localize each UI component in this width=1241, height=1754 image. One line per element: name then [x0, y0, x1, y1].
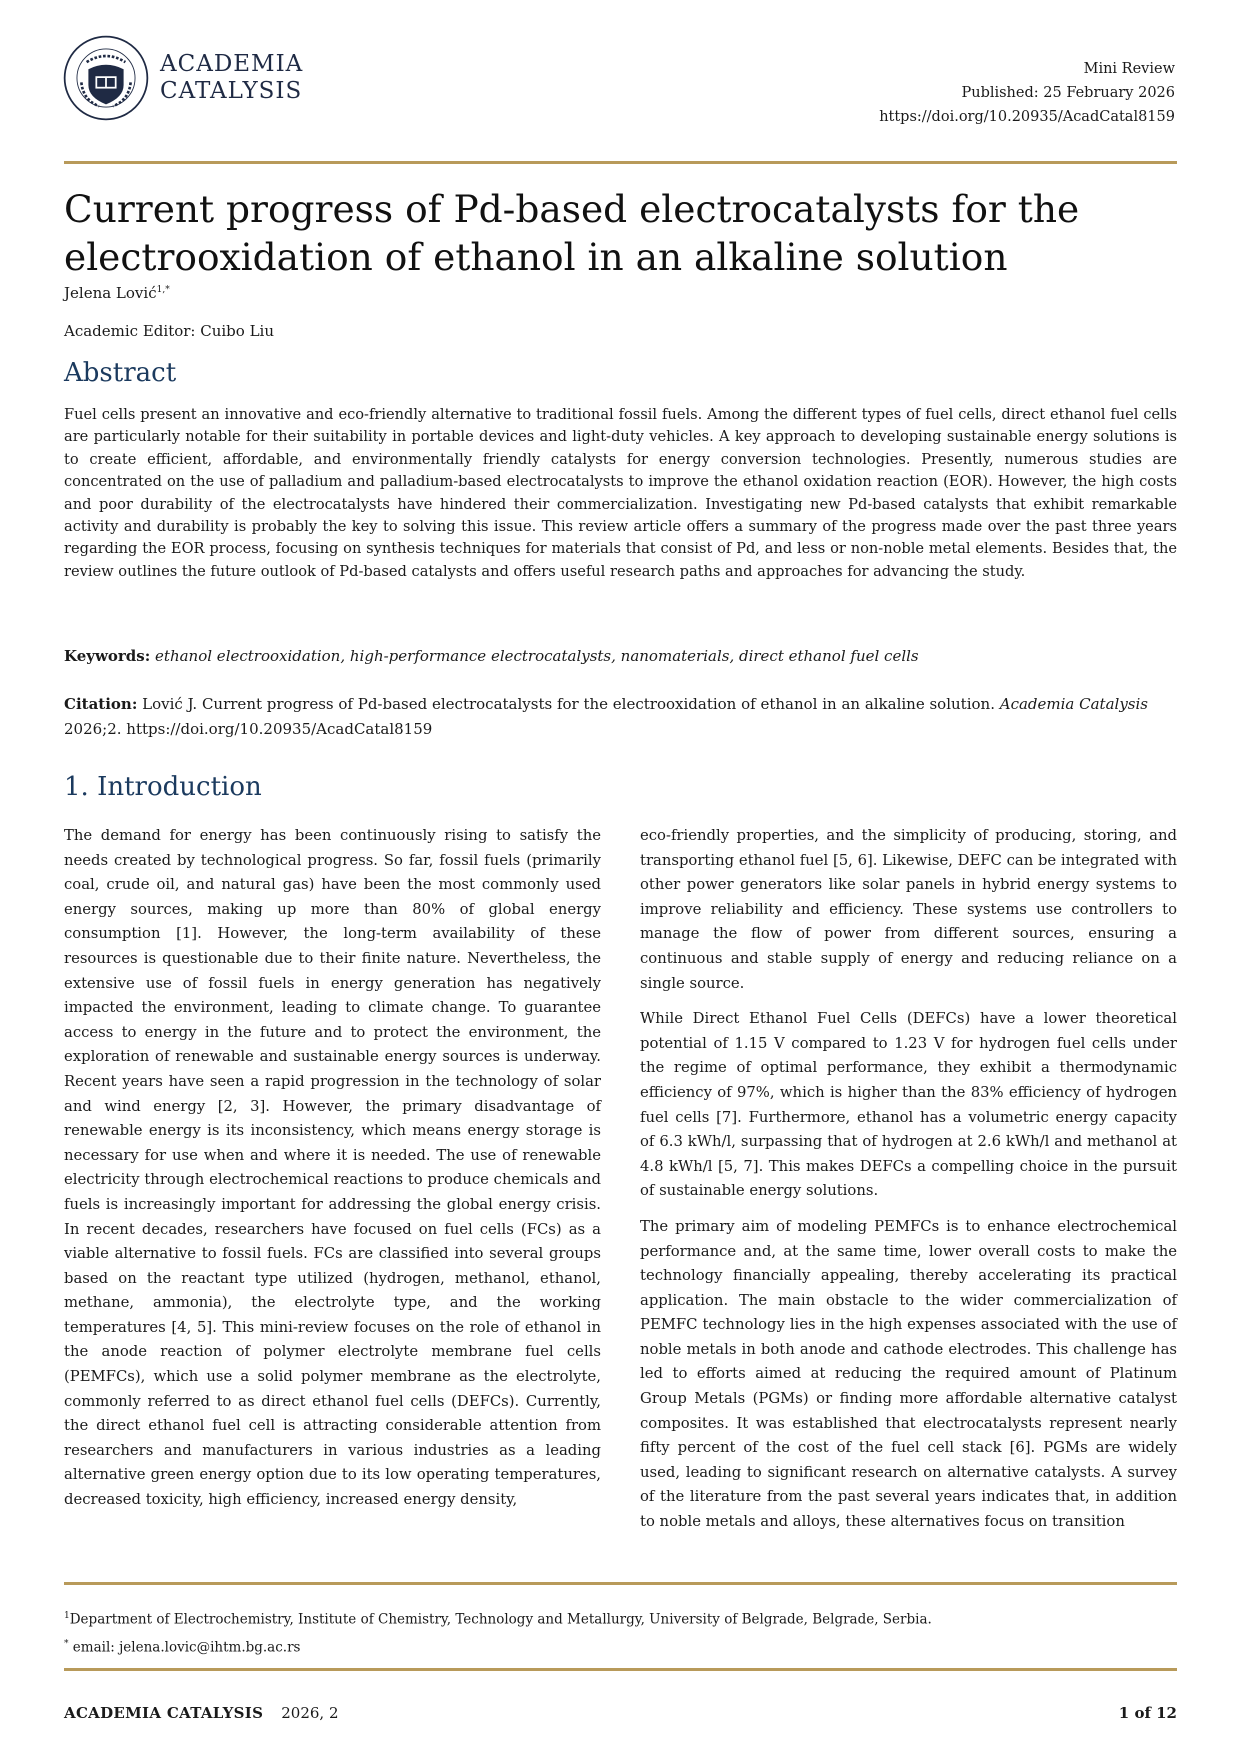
header-divider	[64, 161, 1177, 164]
email-footnote	[64, 1632, 932, 1660]
email-mark: *	[64, 1638, 69, 1649]
academic-editor: Academic Editor: Cuibo Liu	[64, 322, 274, 340]
citation-text: Lović J. Current progress of Pd-based electrocatalysts for the electrooxidation of ethanol in an alkaline solution.	[142, 695, 995, 713]
intro-paragraph: The demand for energy has been continuously rising to satisfy the needs created by technological progress. So far, fossil fuels (primarily coal, crude oil, and natural gas) have been the most commonly used energy sources, making up more than 80% of global energy consumption [1]. However, the long-term availability of these resources is questionable due to their finite nature. Nevertheless, the extensive use of fossil fuels in energy generation has negatively impacted the environment, leading to climate change. To guarantee access to energy in the future and to protect the environment, the exploration of renewable and sustainable energy sources is underway. Recent years have seen a rapid progression in the technology of solar and wind energy [2, 3]. However, the primary disadvantage of renewable energy is its inconsistency, which means energy storage is necessary for use when and where it is needed. The use of renewable electricity through electrochemical reactions to produce chemicals and fuels is increasingly important for addressing the global energy crisis. In recent decades, researchers have focused on fuel cells (FCs) as a viable alternative to fossil fuels. FCs are classified into several groups based on the reactant type utilized (hydrogen, methanol, ethanol, methane, ammonia), the electrolyte type, and the working temperatures [4, 5]. This mini-review focuses on the role of ethanol in the anode reaction of polymer electrolyte membrane fuel cells (PEMFCs), which use a solid polymer membrane as the electrolyte, commonly referred to as direct ethanol fuel cells (DEFCs). Currently, the direct ethanol fuel cell is attracting considerable attention from researchers and manufacturers in various industries as a leading alternative green energy option due to its low operating temperatures, decreased toxicity, high efficiency, increased energy density,	[64, 827, 601, 1509]
journal-logo	[62, 34, 303, 122]
affiliation-text: Department of Electrochemistry, Institute of Chemistry, Technology and Metallurgy, University of Belgrade, Belgrade, Serbia.	[69, 1611, 932, 1628]
affiliation-mark: 1	[64, 1611, 70, 1621]
citation	[64, 692, 1177, 741]
academia-seal-icon	[62, 34, 150, 122]
footer-volume: 2026, 2	[281, 1704, 339, 1722]
page-number: 1 of 12	[1118, 1704, 1177, 1722]
abstract-text: Fuel cells present an innovative and eco-friendly alternative to traditional fossil fuels. Among the different types of fuel cells, direct ethanol fuel cells are particularly notable for their suitability in portable devices and light-duty vehicles. A key approach to developing sustainable energy solutions is to create efficient, affordable, and environmentally friendly catalysts for energy conversion technologies. Presently, numerous studies are concentrated on the use of palladium and palladium-based electrocatalysts to improve the ethanol oxidation reaction (EOR). However, the high costs and poor durability of the electrocatalysts have hindered their commercialization. Investigating new Pd-based catalysts that exhibit remarkable activity and durability is probably the key to solving this issue. This review article offers a summary of the progress made over the past three years regarding the EOR process, focusing on synthesis techniques for materials that consist of Pd, and less or non-noble metal elements. Besides that, the review outlines the future outlook of Pd-based catalysts and offers useful research paths and approaches for advancing the study.	[64, 406, 1177, 580]
author-line	[64, 284, 170, 302]
article-type: Mini Review	[1083, 61, 1175, 77]
article-meta	[879, 57, 1175, 129]
page-footer	[64, 1704, 1177, 1722]
affiliation-footnote	[64, 1604, 932, 1632]
doi-link[interactable]: https://doi.org/10.20935/AcadCatal8159	[879, 109, 1175, 125]
citation-rest: 2026;2. https://doi.org/10.20935/AcadCatal8159	[64, 719, 433, 738]
intro-left-column	[64, 824, 601, 1524]
footer-divider	[64, 1668, 1177, 1671]
citation-journal: Academia Catalysis	[999, 695, 1148, 713]
keywords-text: ethanol electrooxidation, high-performance electrocatalysts, nanomaterials, direct ethanol fuel cells	[155, 647, 919, 665]
intro-right-column	[640, 824, 1177, 1546]
keywords	[64, 645, 1177, 667]
logo-line-2: CATALYSIS	[160, 78, 303, 104]
logo-line-1: ACADEMIA	[160, 51, 304, 77]
footnotes	[64, 1604, 932, 1659]
footer-journal: ACADEMIA CATALYSIS	[64, 1704, 264, 1722]
author-affiliation-marks: 1,*	[156, 285, 170, 295]
published-date: Published: 25 February 2026	[961, 85, 1175, 101]
introduction-heading: 1. Introduction	[64, 772, 262, 802]
keywords-label: Keywords:	[64, 647, 151, 665]
abstract-heading: Abstract	[64, 358, 177, 388]
citation-label: Citation:	[64, 695, 138, 713]
intro-paragraph: eco-friendly properties, and the simplicity of producing, storing, and transporting ethanol fuel [5, 6]. Likewise, DEFC can be integrated with other power generators like solar panels in hybrid energy systems to improve reliability and efficiency. These systems use controllers to manage the flow of power from different sources, ensuring a continuous and stable supply of energy and reducing reliance on a single source.	[640, 827, 1177, 992]
email-text[interactable]: email: jelena.lovic@ihtm.bg.ac.rs	[72, 1639, 301, 1655]
author-name: Jelena Lović	[64, 284, 157, 302]
intro-paragraph: While Direct Ethanol Fuel Cells (DEFCs) have a lower theoretical potential of 1.15 V compared to 1.23 V for hydrogen fuel cells under the regime of optimal performance, they exhibit a thermodynamic efficiency of 97%, which is higher than the 83% efficiency of hydrogen fuel cells [7]. Furthermore, ethanol has a volumetric energy capacity of 6.3 kWh/l, surpassing that of hydrogen at 2.6 kWh/l and methanol at 4.8 kWh/l [5, 7]. This makes DEFCs a compelling choice in the pursuit of sustainable energy solutions.	[640, 1010, 1177, 1200]
footnote-divider	[64, 1582, 1177, 1585]
article-title: Current progress of Pd-based electrocatalysts for the electrooxidation of ethanol in an alkaline solution	[64, 187, 1080, 279]
intro-paragraph: The primary aim of modeling PEMFCs is to enhance electrochemical performance and, at the same time, lower overall costs to make the technology financially appealing, thereby accelerating its practical application. The main obstacle to the wider commercialization of PEMFC technology lies in the high expenses associated with the use of noble metals in both anode and cathode electrodes. This challenge has led to efforts aimed at reducing the required amount of Platinum Group Metals (PGMs) or finding more affordable alternative catalyst composites. It was established that electrocatalysts represent nearly fifty percent of the cost of the fuel cell stack [6]. PGMs are widely used, leading to significant research on alternative catalysts. A survey of the literature from the past several years indicates that, in addition to noble metals and alloys, these alternatives focus on transition	[640, 1217, 1177, 1531]
